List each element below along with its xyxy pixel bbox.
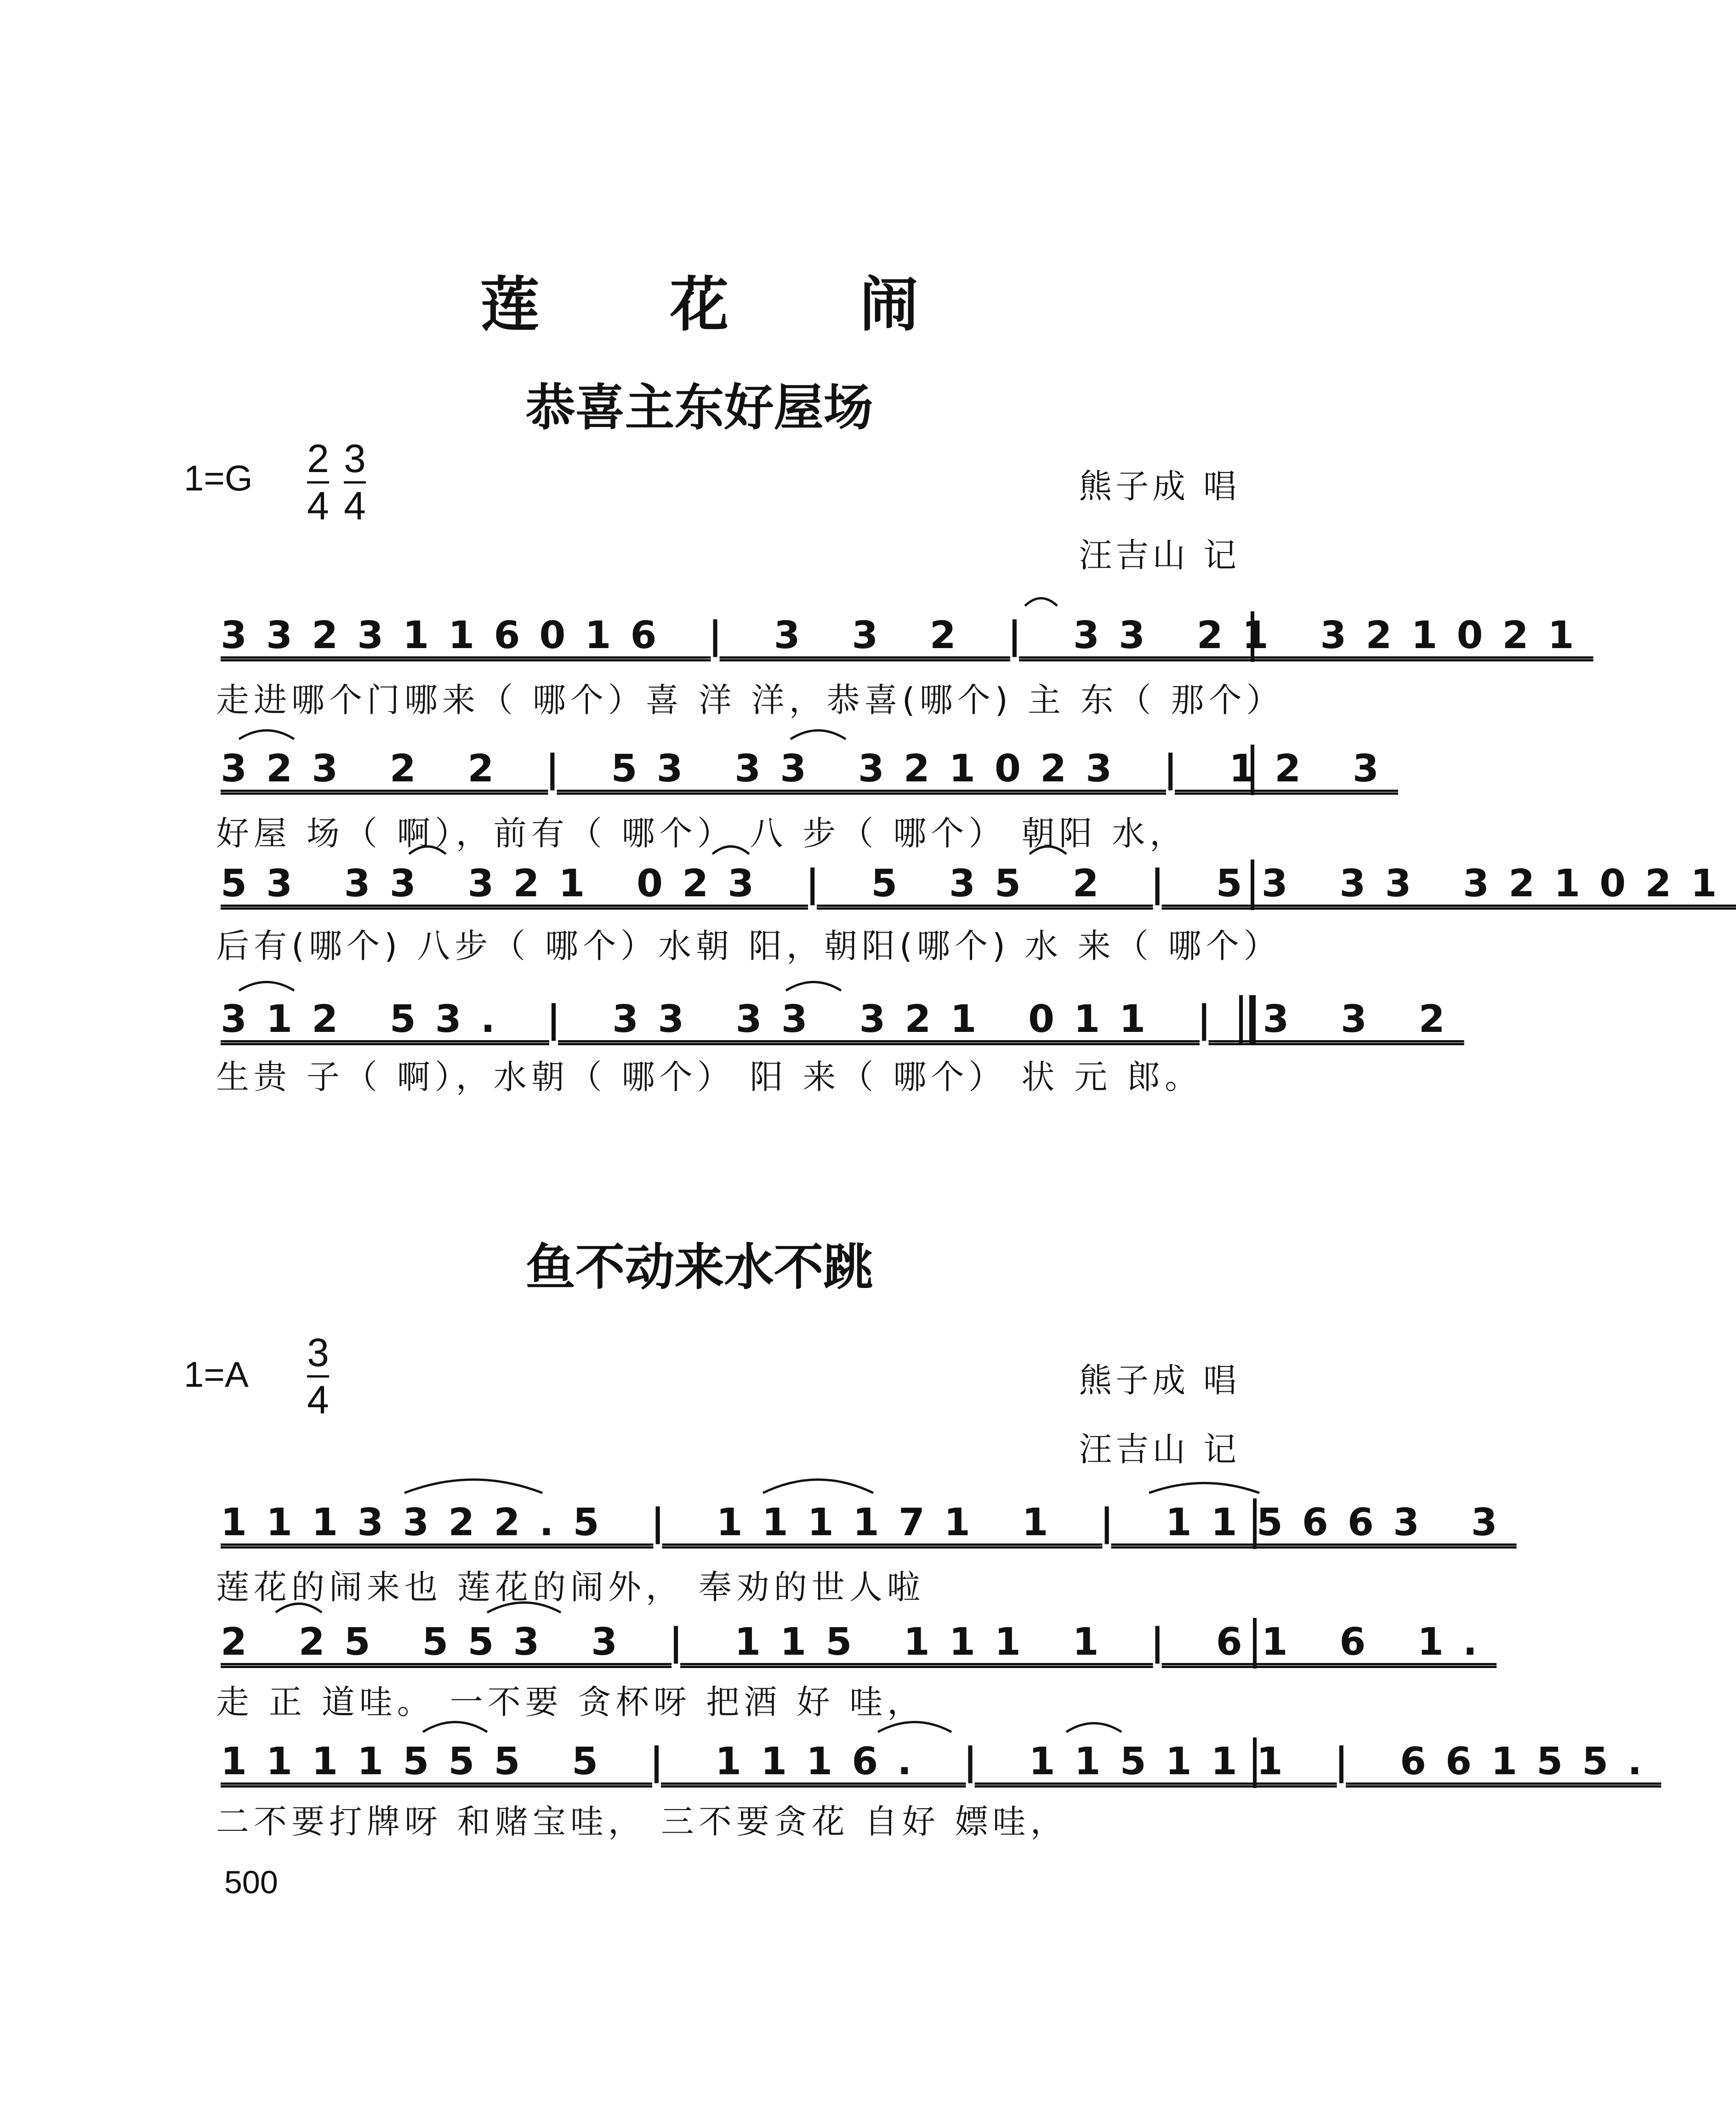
notation-line: 3323116016 | 3 3 2 | 33 21 321021	[221, 614, 1594, 657]
slur-mark	[1149, 1483, 1259, 1493]
slur-mark	[791, 730, 846, 739]
slur-mark	[487, 1603, 561, 1613]
main-title: 莲 花 闹	[480, 271, 974, 339]
key-signature-2: 1=A	[184, 1354, 249, 1395]
lyrics-line: 走 正 道哇。 一不要 贪杯呀 把酒 好 哇，	[216, 1683, 925, 1721]
recorder-credit-1: 汪吉山 记	[1079, 536, 1240, 575]
notation-line: 1111555 5 | 1116. | 115111 | 66155.	[221, 1740, 1662, 1783]
slur-mark	[763, 1480, 873, 1493]
slur-mark	[786, 982, 841, 991]
slur-mark	[404, 1480, 542, 1493]
lyrics-line: 好屋 场（ 啊），前有（ 哪个） 八 步（ 哪个） 朝阳 水，	[216, 814, 1188, 853]
time-signature-2: 3 4	[307, 1331, 329, 1422]
slur-mark	[239, 982, 294, 991]
slur-mark	[409, 847, 446, 854]
notation-line: 1113322.5 | 111171 1 | 115663 3	[221, 1501, 1517, 1544]
notation-line: 53 33 321 023 | 5 35 2 | 53 33 321021	[221, 862, 1736, 905]
page-number: 500	[224, 1864, 278, 1900]
slur-mark	[1025, 598, 1057, 606]
key-signature-1: 1=G	[184, 458, 253, 498]
recorder-credit-2: 汪吉山 记	[1079, 1430, 1240, 1469]
lyrics-line: 莲花的闹来也 莲花的闹外， 奉劝的世人啦	[216, 1568, 925, 1606]
slur-mark	[878, 1722, 951, 1732]
notation-line: 312 53. | 33 33 321 011 | 3 3 2	[221, 997, 1464, 1041]
time-signature-1b: 3 4	[344, 437, 366, 528]
lyrics-line: 后有(哪个) 八步（ 哪个）水朝 阳，朝阳(哪个) 水 来（ 哪个）	[216, 927, 1281, 965]
singer-credit-2: 熊子成 唱	[1079, 1361, 1240, 1400]
song-title-2: 鱼不动来水不跳	[525, 1239, 873, 1296]
lyrics-line: 生贵 子（ 啊），水朝（ 哪个） 阳 来（ 哪个） 状 元 郎。	[216, 1058, 1202, 1096]
lyrics-line: 走进哪个门哪来（ 哪个）喜 洋 洋，恭喜(哪个) 主 东（ 那个）	[216, 681, 1284, 719]
song-title-1: 恭喜主东好屋场	[525, 379, 873, 437]
slur-mark	[1030, 847, 1066, 854]
slur-mark	[423, 1722, 487, 1732]
slur-mark	[239, 730, 294, 739]
notation-line: 2 25 553 3 | 115 111 1 | 61 6 1.	[221, 1620, 1497, 1664]
singer-credit-1: 熊子成 唱	[1079, 467, 1240, 506]
slur-mark	[1066, 1723, 1121, 1732]
lyrics-line: 二不要打牌呀 和赌宝哇， 三不要贪花 自好 嫖哇，	[216, 1802, 1068, 1841]
slur-mark	[712, 847, 749, 854]
time-signature-1a: 2 4	[307, 437, 329, 528]
slur-mark	[276, 1604, 322, 1612]
notation-line: 323 2 2 | 53 33 321023 | 12 3	[221, 747, 1398, 791]
